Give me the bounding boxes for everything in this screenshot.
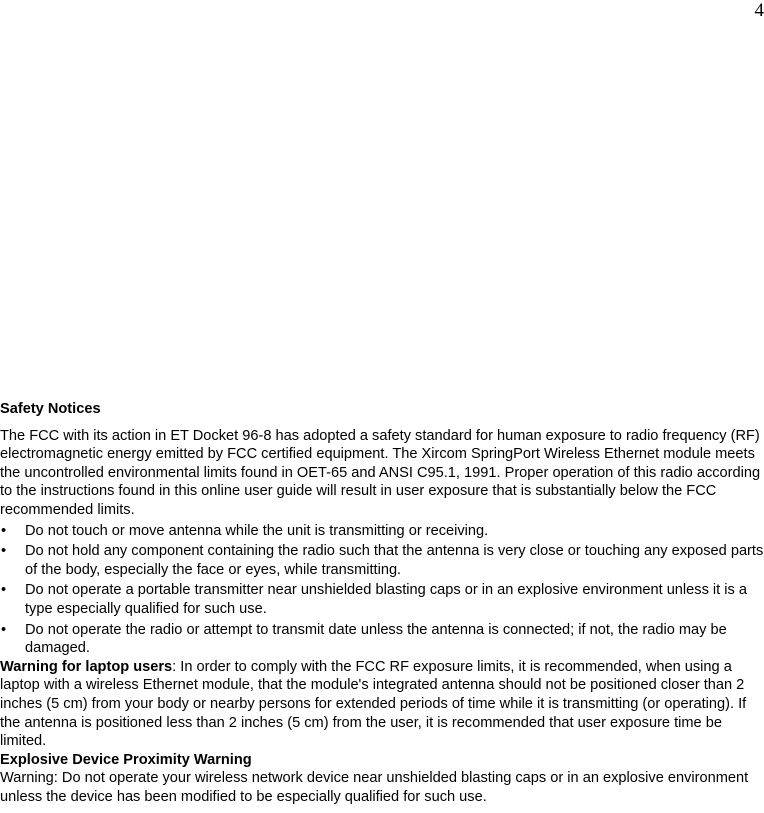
bullet-icon: • (1, 543, 7, 560)
safety-bullet-list (0, 522, 764, 658)
bullet-text: Do not operate a portable transmitter near unshielded blasting caps or in an explosive environment unless it is a type especially qualified for such use. (25, 582, 747, 617)
safety-notices-heading: Safety Notices (0, 401, 101, 417)
explosive-warning-paragraph: Warning: Do not operate your wireless network device near unshielded blasting caps or in an explosive environment unless the device has been modified to be especially qualified for such use. (0, 770, 749, 805)
bullet-text: Do not hold any component containing the radio such that the antenna is very close or touching any exposed parts of the body, especially the face or eyes, while transmitting. (25, 543, 764, 578)
laptop-warning-label: Warning for laptop users (0, 658, 173, 675)
laptop-warning-paragraph (0, 658, 764, 751)
safety-intro-paragraph: The FCC with its action in ET Docket 96-8 has adopted a safety standard for human exposure to radio frequency (RF) electromagnetic energy emitted by FCC certified equipment. The Xircom SpringPort Wireless Ethernet module meets the uncontrolled environmental limits found in OET-65 and ANSI C95.1, 1991. Proper operation of this radio according to the instructions found in this online user guide will result in user exposure that is substantially below the FCC recommended limits. (0, 427, 761, 518)
list-item (0, 522, 764, 541)
explosive-warning-heading: Explosive Device Proximity Warning (0, 751, 252, 768)
page-number: 4 (754, 0, 764, 21)
bullet-icon: • (1, 621, 7, 638)
document-body (0, 400, 764, 806)
laptop-warning-text: : In order to comply with the FCC RF exposure limits, it is recommended, when using a laptop with a wireless Ethernet module, that the module's integrated antenna should not be positioned closer than 2 inches (5 cm) from your body or nearby persons for extended periods of time while it is transmitting (or operating). If the antenna is positioned less than 2 inches (5 cm) from the user, it is recommended that user exposure time be limited. (0, 658, 747, 750)
bullet-icon: • (1, 522, 7, 539)
list-item (0, 621, 764, 658)
bullet-text: Do not operate the radio or attempt to transmit date unless the antenna is connected; if not, the radio may be damaged. (25, 621, 727, 657)
bullet-icon: • (1, 582, 7, 599)
list-item (0, 581, 764, 618)
list-item (0, 542, 764, 579)
bullet-text: Do not touch or move antenna while the unit is transmitting or receiving. (25, 522, 489, 539)
